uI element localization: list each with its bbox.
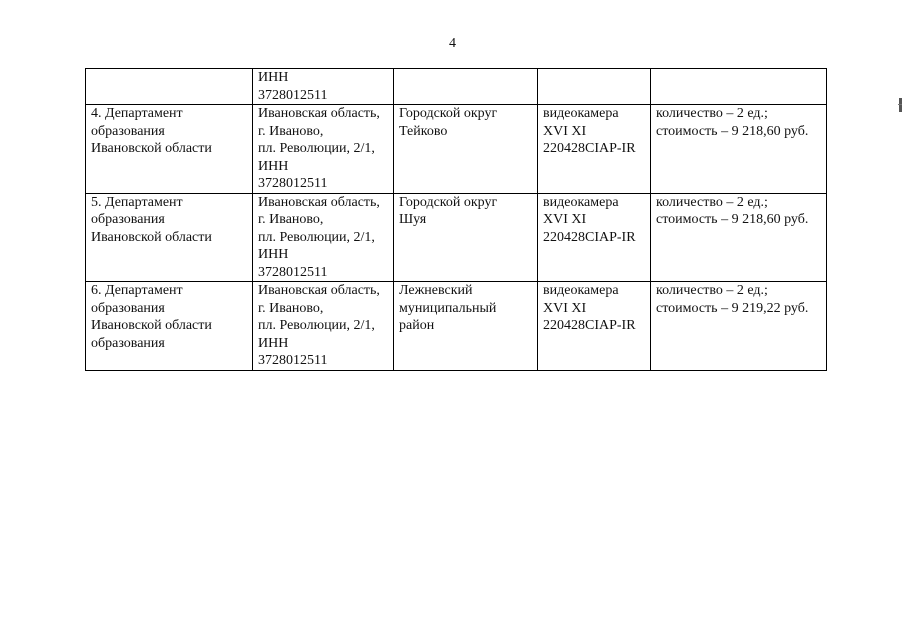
address-cell: Ивановская область, г. Иваново, пл. Революции, 2/1, ИНН 3728012511 — [253, 193, 394, 282]
org-cell: 6. Департамент образования Ивановской области образования — [86, 282, 253, 371]
table-row — [86, 105, 827, 194]
equipment-table — [85, 68, 827, 371]
table-row — [86, 69, 827, 105]
scan-mark — [899, 98, 902, 112]
amount-cell — [651, 69, 827, 105]
location-cell — [394, 69, 538, 105]
amount-cell: количество – 2 ед.; стоимость – 9 219,22 руб. — [651, 282, 827, 371]
location-cell: Городской округ Шуя — [394, 193, 538, 282]
location-cell: Городской округ Тейково — [394, 105, 538, 194]
equipment-cell: видеокамера XVI XI 220428CIAP-IR — [538, 105, 651, 194]
table-row — [86, 282, 827, 371]
page-number: 4 — [449, 36, 456, 51]
org-cell: 5. Департамент образования Ивановской области — [86, 193, 253, 282]
equipment-cell: видеокамера XVI XI 220428CIAP-IR — [538, 193, 651, 282]
equipment-cell: видеокамера XVI XI 220428CIAP-IR — [538, 282, 651, 371]
location-cell: Лежневский муниципальный район — [394, 282, 538, 371]
org-cell: 4. Департамент образования Ивановской области — [86, 105, 253, 194]
address-cell: Ивановская область, г. Иваново, пл. Революции, 2/1, ИНН 3728012511 — [253, 282, 394, 371]
org-cell — [86, 69, 253, 105]
table-row — [86, 193, 827, 282]
amount-cell: количество – 2 ед.; стоимость – 9 218,60 руб. — [651, 105, 827, 194]
amount-cell: количество – 2 ед.; стоимость – 9 218,60 руб. — [651, 193, 827, 282]
address-cell: Ивановская область, г. Иваново, пл. Революции, 2/1, ИНН 3728012511 — [253, 105, 394, 194]
equipment-cell — [538, 69, 651, 105]
address-cell: ИНН 3728012511 — [253, 69, 394, 105]
